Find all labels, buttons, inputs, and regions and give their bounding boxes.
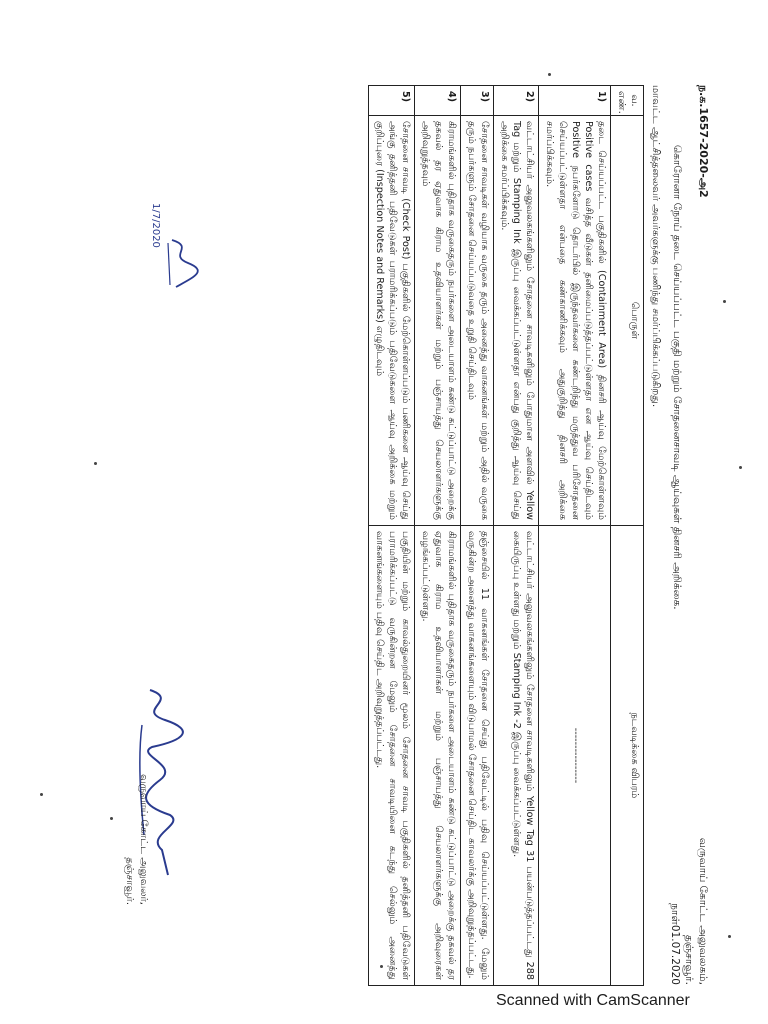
scan-speck <box>728 935 731 938</box>
row-number: 5) <box>369 86 415 116</box>
table-row <box>493 86 539 986</box>
row-number: 2) <box>493 86 539 116</box>
signature-block <box>123 645 150 905</box>
table-row <box>539 86 611 986</box>
scan-speck <box>40 793 43 796</box>
office-name: வருவாய் கோட்ட அலுவலகம், <box>697 837 709 985</box>
scan-speck <box>548 73 551 76</box>
table-header-row <box>611 86 644 986</box>
row-subject: கிராமங்களில் புதிதாக வருகைதரும் நபர்களை அடையாளம் கண்டு கட்டுப்பாட்டு அறைக்கு தகவல் தர ஏதுவாக கிராம உதவியாளர்கள் மற்றும் பஞ்சாயத்து செயலாளர்களுக்கு அறிவுறுத்தவும் <box>414 116 460 526</box>
scanner-watermark: Scanned with CamScanner <box>496 992 690 1009</box>
row-subject: வட்டாட்சியர் அலுவலகங்களிலும் சோதனை சாவடிகளிலும் போதுமான அளவில் Yellow Tag மற்றும் Stamping Ink இருப்பு வைக்கப்பட்டுள்ளதா என்பது குறித்து ஆய்வு செய்து அறிக்கை சமர்ப்பிக்கவும். <box>493 116 539 526</box>
document-date: நாள்01.07.2020 <box>668 903 681 985</box>
row-subject: தடை செய்யப்பட்ட பகுதிகளில் (Containment Area) தினசரி ஆய்வு மேற்கொள்ளவும் Positive cases வசித்த வீடுகள் தனிமைப்படுத்தப்பட்டுள்ளதா என ஆய்வு செய்திடவும் Positive நபர்களோடு தொடர்பில் இருந்தவர்களை கண்டறிந்து மருத்துவ பரிசோதனை செய்யப்பட்டுள்ளதா என்பதை கண்காணிக்கவும் அதுகுறித்து தினசரி அறிக்கை சமர்ப்பிக்கவும். <box>539 116 611 526</box>
row-action: தஞ்சையில் 11 வாகனங்கள் சோதனை செய்து பதிவேட்டில் பதிவு செய்யப்பட்டுள்ளது. மேலும் வருகின்ற அனைத்து வாகனங்களையும் விடுபாமல் சோதனை செய்திட காவலர்க்கு அறிவுறுத்தப்பட்டது. <box>460 526 493 986</box>
row-action: கிராமங்களில் புதிதாக வருகைதரும் நபர்களை அடையாளம் கண்டு கட்டுப்பாட்டு அறைக்கு தகவல் தர ஏதுவாக கிராம உதவியாளர்கள் மற்றும் பஞ்சாயத்து செயலாளர்களுக்கு அறிவுரைகள் வழங்கப்பட்டுள்ளது. <box>414 526 460 986</box>
row-number: 4) <box>414 86 460 116</box>
signatory-city: தஞ்சாவூர். <box>124 857 136 905</box>
report-table <box>368 85 644 986</box>
row-action: வட்டாட்சியர் அலுவலகங்களிலும் சோதனை சாவடிகளிலும் Yellow Tag 31 பயன்படுத்தப்பட்டது 288 கையிருப்பு உள்ளது மற்றும் Stamping Ink -2 இருப்பு வைக்கப்பட்டுள்ளது. <box>493 526 539 986</box>
office-address <box>667 838 710 985</box>
header-action: நடவடிக்கை விபரம் <box>611 526 644 986</box>
row-number: 1) <box>539 86 611 116</box>
scan-speck <box>723 300 726 303</box>
initial-date: 1/7/2020 <box>150 203 161 248</box>
reference-number: ந.க.1657-2020-அ2 <box>697 85 710 198</box>
table-row <box>460 86 493 986</box>
table-row <box>369 86 415 986</box>
initial-scribble <box>164 235 200 295</box>
row-number: 3) <box>460 86 493 116</box>
row-action: பகுதியின் மற்றும் காவல்துறையினர் மூலம் சோதனை சாவடி பகுதிகளில் தனித்தனி பதிவேடுகள் பராமரிக்கப்பட்டு வருகின்றன மேலும் சோதனை சாவடியினை கடந்து செல்லும் அனைத்து வாகனங்களையும் பதிவு செய்திட அறிவுறுத்தப்பட்டது. <box>369 526 415 986</box>
scan-speck <box>739 466 742 469</box>
row-subject: சோதனை சாவடி (Check Post) பகுதிகளில் மேற்கொள்ளப்படும் பணிகளை ஆய்வு செய்து அங்கு தனித்தனி பதிவேடுகள் பராமரிக்கப்படும் பதிவேடுகளை ஆய்வு அறிக்கை மற்றும் குறிப்புரை (Inspection Notes and Remarks) எழுதிடவும் <box>369 116 415 526</box>
document-subject: கொரோனா நோய் தடை செய்யப்பட்ட பகுதி மற்றும் சோதனைசாவடி ஆய்வுகள் தினசரி அறிக்கை. <box>671 145 683 610</box>
header-serial: வ. எண். <box>611 86 644 116</box>
header-subject: பொருள் <box>611 116 644 526</box>
row-subject: சோதனை சாவடிகள் வழியாக வருகை தரும் அனைத்து வாகனங்கள் மற்றும் அதில் வருகை தரும் நபர்களும் சோதனை செய்யப்படுவதை உறுதி செய்திடவும் <box>460 116 493 526</box>
office-city: தஞ்சாவூர். <box>682 934 695 985</box>
table-row <box>414 86 460 986</box>
signatory-title: வருவாய் கோட்ட அலுவலர், <box>138 774 149 905</box>
scanned-document-page <box>60 85 710 985</box>
document-intro: மாவட்ட ஆட்சித்தலைவர் அவர்களுக்கு பணிந்து சமர்ப்பிக்கப்படுகிறது. <box>650 85 661 408</box>
row-action: ---------------- <box>539 526 611 986</box>
